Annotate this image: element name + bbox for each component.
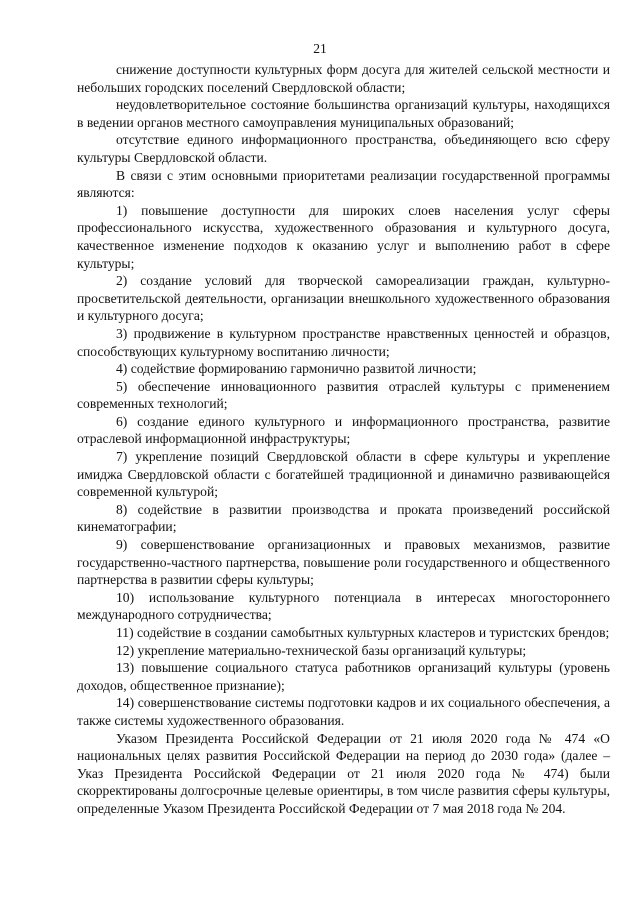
- paragraph: снижение доступности культурных форм досуга для жителей сельской местности и небольших городских поселений Свердловской области;: [77, 62, 610, 95]
- paragraph: отсутствие единого информационного пространства, объединяющего всю сферу культуры Свердловской области.: [77, 132, 610, 165]
- list-item: 11) содействие в создании самобытных культурных кластеров и туристских брендов;: [116, 625, 610, 640]
- page-number: 21: [313, 41, 327, 56]
- list-item: 7) укрепление позиций Свердловской области в сфере культуры и укрепление имиджа Свердловской области с богатейшей традиционной и динамично развивающейся современной культурой;: [77, 449, 610, 500]
- list-item: 4) содействие формированию гармонично развитой личности;: [116, 361, 477, 377]
- list-item: 6) создание единого культурного и информационного пространства, развитие отраслевой информационной инфраструктуры;: [77, 413, 610, 447]
- paragraph: неудовлетворительное состояние большинства организаций культуры, находящихся в ведении органов местного самоуправления муниципальных образований;: [77, 97, 610, 130]
- list-item: 1) повышение доступности для широких слоев населения услуг сферы профессионального искусства, художественного образования и культурного досуга, качественное изменение подходов к оказанию услуг и выполнению работ в сфере культуры;: [77, 202, 610, 271]
- body-text: [77, 61, 610, 818]
- list-item: 5) обеспечение инновационного развития отраслей культуры с применением современных технологий;: [77, 378, 610, 412]
- paragraph: Указом Президента Российской Федерации от 21 июля 2020 года № 474 «О национальных целях развития Российской Федерации на период до 2030 года» (далее – Указ Президента Российской Федерации от 21 июля 2020 года № 474) были скорректированы долгосрочные целевые ориентиры, в том числе развития сферы культуры, определенные Указом Президента Российской Федерации от 7 мая 2018 года № 204.: [77, 730, 610, 816]
- list-item: 12) укрепление материально-технической базы организаций культуры;: [116, 642, 527, 658]
- list-item: 2) создание условий для творческой самореализации граждан, культурно-просветительской деятельности, организации внешкольного художественного образования и культурного досуга;: [77, 273, 610, 324]
- list-item: 8) содействие в развитии производства и проката произведений российской кинематографии;: [77, 501, 610, 535]
- list-item: 9) совершенствование организационных и правовых механизмов, развитие государственно-частного партнерства, повышение роли государственного и общественного партнерства в развитии сферы культуры;: [77, 537, 610, 588]
- list-item: 3) продвижение в культурном пространстве нравственных ценностей и образцов, способствующих культурному воспитанию личности;: [77, 325, 610, 359]
- paragraph: В связи с этим основными приоритетами реализации государственной программы являются:: [77, 167, 610, 201]
- list-item: 14) совершенствование системы подготовки кадров и их социального обеспечения, а также системы художественного образования.: [77, 695, 610, 728]
- list-item: 13) повышение социального статуса работников организаций культуры (уровень доходов, общественное признание);: [77, 660, 610, 693]
- list-item: 10) использование культурного потенциала в интересах многостороннего международного сотрудничества;: [77, 589, 610, 623]
